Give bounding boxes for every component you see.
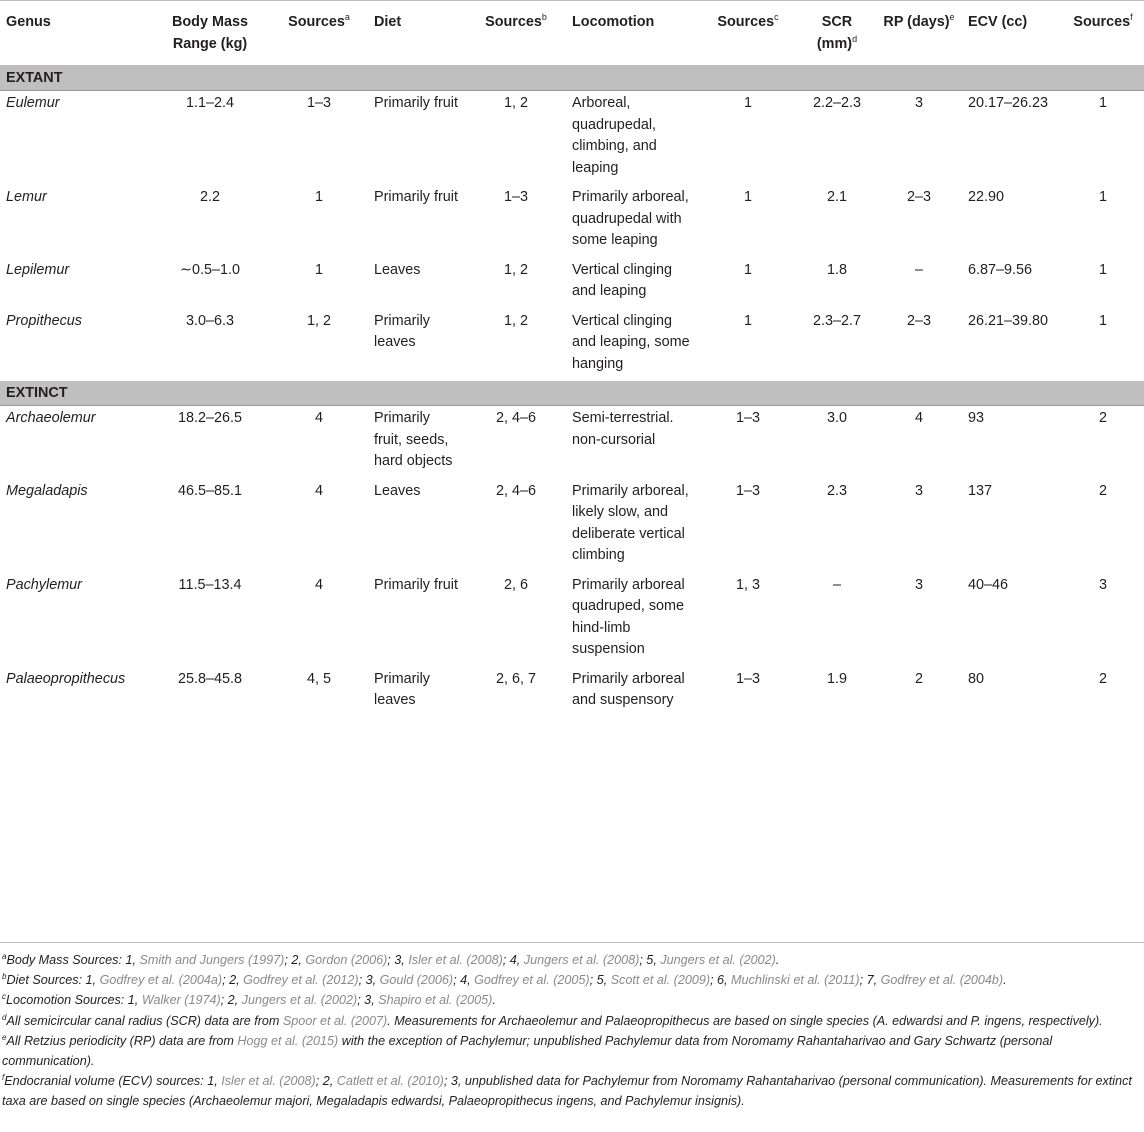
footnote-text: ; 3,	[357, 993, 379, 1008]
ecv-sources-cell: 1	[1098, 312, 1107, 329]
locomotion-cell: Vertical clinging and leaping, some hanging	[572, 312, 690, 372]
footnote-marker: d	[852, 33, 858, 44]
footnote-marker: a	[2, 951, 7, 961]
table-body	[0, 66, 1144, 718]
footnote-text: .	[492, 993, 496, 1008]
diet-sources-cell: 2, 4–6	[495, 410, 536, 426]
column-header-label: Sources	[1073, 14, 1131, 30]
rp-cell: 3	[914, 482, 923, 499]
mass-sources-cell: 4, 5	[306, 670, 331, 687]
column-header-label: Locomotion	[572, 14, 655, 30]
locomotion-sources-cell: 1–3	[735, 670, 760, 687]
citation-link[interactable]: Isler et al. (2008)	[408, 953, 503, 967]
citation-link[interactable]: Isler et al. (2008)	[221, 1074, 316, 1089]
footnote-text: ; 3,	[358, 973, 380, 988]
column-header	[270, 1, 368, 66]
column-header-label: Genus	[6, 14, 51, 30]
table-row	[0, 91, 1144, 186]
citation-link[interactable]: Walker (1974)	[141, 993, 221, 1008]
footnote-marker: b	[541, 12, 547, 23]
genus-cell: Lepilemur	[6, 261, 70, 278]
body-mass-cell: 25.8–45.8	[177, 670, 243, 687]
diet-cell: Primarily leaves	[374, 670, 430, 708]
column-header	[466, 1, 566, 66]
diet-cell: Primarily fruit	[374, 189, 458, 205]
locomotion-cell: Arboreal, quadrupedal, climbing, and leaping	[572, 95, 657, 176]
locomotion-sources-cell: 1	[743, 261, 752, 278]
diet-cell: Primarily fruit, seeds, hard objects	[374, 410, 453, 469]
citation-link[interactable]: Gould (2006)	[379, 973, 454, 988]
genus-cell: Archaeolemur	[6, 410, 96, 426]
footnote-d	[0, 1011, 1144, 1031]
locomotion-sources-cell: 1–3	[735, 410, 760, 426]
scr-cell: –	[832, 576, 841, 593]
diet-cell: Leaves	[374, 482, 421, 499]
diet-cell: Primarily fruit	[374, 95, 458, 111]
rp-cell: 2	[914, 670, 923, 687]
footnote-text: Diet Sources: 1,	[6, 973, 100, 988]
ecv-cell: 93	[968, 410, 985, 426]
genus-cell: Palaeopropithecus	[6, 670, 126, 687]
citation-link[interactable]: Shapiro et al. (2005)	[378, 993, 493, 1008]
body-mass-cell: 46.5–85.1	[177, 482, 243, 499]
table-row	[0, 573, 1144, 667]
locomotion-cell: Semi-terrestrial. non-cursorial	[572, 410, 674, 448]
body-mass-cell: 1.1–2.4	[185, 95, 234, 111]
genus-cell: Megaladapis	[6, 482, 88, 499]
footnote-text: with the exception of Pachylemur; unpublished Pachylemur data from Noromamy Rahantaharivao and Gary Schwartz (personal communication).	[2, 1033, 1053, 1069]
mass-sources-cell: 1	[314, 261, 323, 278]
footnote-marker: f	[1130, 12, 1133, 23]
citation-link[interactable]: Muchlinski et al. (2011)	[731, 973, 860, 988]
footnote-text: Body Mass Sources: 1,	[6, 953, 140, 967]
locomotion-cell: Primarily arboreal quadruped, some hind-limb suspension	[572, 576, 685, 657]
rp-cell: 3	[914, 576, 923, 593]
column-header-label: Body Mass Range (kg)	[172, 14, 248, 52]
rp-cell: 2–3	[906, 312, 931, 329]
column-header	[962, 1, 1062, 66]
column-header	[1062, 1, 1144, 66]
genus-cell: Lemur	[6, 189, 47, 205]
ecv-sources-cell: 1	[1098, 95, 1107, 111]
footnote-marker: e	[949, 12, 955, 23]
rp-cell: 2–3	[906, 189, 931, 205]
locomotion-cell: Vertical clinging and leaping	[572, 261, 672, 299]
table-row	[0, 258, 1144, 309]
footnote-marker: c	[2, 992, 6, 1002]
ecv-cell: 26.21–39.80	[968, 312, 1049, 329]
diet-sources-cell: 1, 2	[503, 312, 528, 329]
rp-cell: –	[914, 261, 923, 278]
table-header-row	[0, 1, 1144, 66]
rp-cell: 4	[914, 410, 923, 426]
ecv-sources-cell: 2	[1098, 482, 1107, 499]
footnote-b	[0, 970, 1144, 990]
mass-sources-cell: 4	[314, 482, 323, 499]
scr-cell: 2.2–2.3	[812, 95, 861, 111]
section-header-row	[0, 66, 1144, 91]
mass-sources-cell: 4	[314, 410, 323, 426]
citation-link[interactable]: Gordon (2006)	[305, 953, 388, 967]
footnote-marker: b	[2, 972, 7, 982]
section-label: EXTINCT	[0, 381, 1144, 406]
column-header	[150, 1, 270, 66]
footnote-text: ; 5,	[639, 953, 661, 967]
footnote-text: . Measurements for Archaeolemur and Palaeopropithecus are based on single species (A. edwardsi and P. ingens, respectively).	[387, 1013, 1103, 1028]
genus-cell: Eulemur	[6, 95, 60, 111]
footnote-text: .	[1003, 973, 1007, 988]
footnote-text: ; 4,	[453, 973, 475, 988]
genus-cell: Propithecus	[6, 312, 82, 329]
table-row	[0, 667, 1144, 718]
footnote-text: ; 3,	[387, 953, 409, 967]
table-row	[0, 309, 1144, 382]
citation-link[interactable]: Hogg et al. (2015)	[237, 1033, 339, 1048]
footnote-marker: e	[2, 1032, 7, 1042]
footnote-text: All semicircular canal radius (SCR) data are from	[6, 1013, 283, 1028]
citation-link[interactable]: Smith and Jungers (1997)	[139, 953, 285, 967]
citation-link[interactable]: Godfrey et al. (2005)	[474, 973, 590, 988]
scr-cell: 1.8	[826, 261, 847, 278]
scr-cell: 2.1	[826, 189, 847, 205]
citation-link[interactable]: Godfrey et al. (2004b)	[880, 973, 1004, 988]
footnote-text: ; 6,	[710, 973, 732, 988]
footnote-text: ; 2,	[315, 1074, 337, 1089]
body-mass-cell: 18.2–26.5	[177, 410, 243, 426]
locomotion-sources-cell: 1	[743, 312, 752, 329]
body-mass-cell: 3.0–6.3	[185, 312, 234, 329]
diet-sources-cell: 1, 2	[503, 261, 528, 278]
footnote-text: ; 7,	[859, 973, 881, 988]
footnote-text: .	[775, 953, 780, 967]
citation-link[interactable]: Godfrey et al. (2004a)	[99, 973, 223, 988]
ecv-sources-cell: 1	[1098, 189, 1107, 205]
scr-cell: 1.9	[826, 670, 847, 687]
ecv-cell: 6.87–9.56	[968, 261, 1033, 278]
footnote-text: Endocranial volume (ECV) sources: 1,	[4, 1074, 222, 1089]
scr-cell: 2.3	[826, 482, 847, 499]
ecv-cell: 137	[968, 482, 993, 499]
locomotion-sources-cell: 1	[743, 189, 752, 205]
rp-cell: 3	[914, 95, 923, 111]
diet-sources-cell: 2, 6	[503, 576, 528, 593]
diet-sources-cell: 1–3	[503, 189, 528, 205]
citation-link[interactable]: Jungers et al. (2002)	[660, 953, 776, 967]
column-header-label: Sources	[288, 14, 345, 30]
column-header	[698, 1, 798, 66]
column-header	[798, 1, 876, 66]
footnote-text: All Retzius periodicity (RP) data are from	[6, 1033, 238, 1048]
genus-cell: Pachylemur	[6, 576, 82, 593]
diet-sources-cell: 2, 6, 7	[495, 670, 536, 687]
scr-cell: 3.0	[826, 410, 847, 426]
locomotion-cell: Primarily arboreal, quadrupedal with some leaping	[572, 189, 689, 248]
citation-link[interactable]: Godfrey et al. (2012)	[243, 973, 359, 988]
citation-link[interactable]: Spoor et al. (2007)	[282, 1013, 388, 1028]
locomotion-sources-cell: 1–3	[735, 482, 760, 499]
footnote-marker: a	[344, 12, 350, 23]
citation-link[interactable]: Catlett et al. (2010)	[336, 1074, 444, 1089]
diet-cell: Leaves	[374, 261, 421, 278]
column-header-label: RP (days)	[883, 14, 950, 30]
diet-cell: Primarily fruit	[374, 576, 458, 593]
column-header-label: Sources	[717, 14, 775, 30]
locomotion-cell: Primarily arboreal and suspensory	[572, 670, 685, 708]
ecv-sources-cell: 3	[1098, 576, 1107, 593]
ecv-sources-cell: 2	[1098, 670, 1107, 687]
body-mass-cell: ∼0.5–1.0	[179, 261, 241, 278]
footnote-text: ; 4,	[502, 953, 524, 967]
footnote-e	[0, 1031, 1144, 1071]
footnote-text: ; 2,	[220, 993, 242, 1008]
citation-link[interactable]: Scott et al. (2009)	[610, 973, 711, 988]
column-header	[876, 1, 962, 66]
body-mass-cell: 11.5–13.4	[178, 576, 242, 593]
diet-cell: Primarily leaves	[374, 312, 430, 350]
column-header-label: SCR (mm)	[816, 14, 853, 52]
column-header	[0, 1, 150, 66]
ecv-cell: 20.17–26.23	[968, 95, 1049, 111]
footnote-marker: d	[2, 1012, 7, 1022]
ecv-sources-cell: 1	[1098, 261, 1107, 278]
footnote-marker: c	[774, 12, 779, 23]
ecv-sources-cell: 2	[1098, 410, 1107, 426]
footnote-f	[0, 1071, 1144, 1111]
locomotion-sources-cell: 1	[743, 95, 752, 111]
citation-link[interactable]: Jungers et al. (2002)	[241, 993, 358, 1008]
locomotion-sources-cell: 1, 3	[735, 576, 760, 593]
citation-link[interactable]: Jungers et al. (2008)	[523, 953, 640, 967]
column-header-label: ECV (cc)	[968, 14, 1028, 30]
mass-sources-cell: 1, 2	[306, 312, 331, 329]
column-header-label: Sources	[485, 14, 542, 30]
column-header-label: Diet	[374, 14, 402, 30]
mass-sources-cell: 1–3	[306, 95, 331, 111]
diet-sources-cell: 1, 2	[503, 95, 528, 111]
column-header	[566, 1, 698, 66]
footnote-text: ; 2,	[284, 953, 306, 967]
column-header	[368, 1, 466, 66]
ecv-cell: 40–46	[968, 576, 1009, 593]
table-row	[0, 406, 1144, 479]
locomotion-cell: Primarily arboreal, likely slow, and deliberate vertical climbing	[572, 482, 689, 563]
footnote-text: ; 3, unpublished data for Pachylemur from Noromamy Rahantaharivao (personal communication). Measurements for extinct taxa are based on single species (Archaeolemur majori, Megaladapis edwardsi, Palaeopropithecus ingens, and Pachylemur insignis).	[2, 1074, 1132, 1109]
table-footnotes	[0, 942, 1144, 1112]
footnote-marker: f	[2, 1073, 5, 1083]
body-mass-cell: 2.2	[199, 189, 220, 205]
diet-sources-cell: 2, 4–6	[495, 482, 536, 499]
footnote-c	[0, 990, 1144, 1010]
footnote-a	[0, 950, 1144, 970]
section-header-row	[0, 381, 1144, 406]
table-row	[0, 185, 1144, 258]
mass-sources-cell: 1	[314, 189, 323, 205]
scr-cell: 2.3–2.7	[812, 312, 861, 329]
table-row	[0, 479, 1144, 573]
mass-sources-cell: 4	[314, 576, 323, 593]
ecv-cell: 22.90	[968, 189, 1005, 205]
ecv-cell: 80	[968, 670, 985, 687]
section-label: EXTANT	[0, 66, 1144, 91]
footnote-text: ; 2,	[222, 973, 244, 988]
footnote-text: ; 5,	[589, 973, 611, 988]
footnote-text: Locomotion Sources: 1,	[6, 993, 142, 1008]
